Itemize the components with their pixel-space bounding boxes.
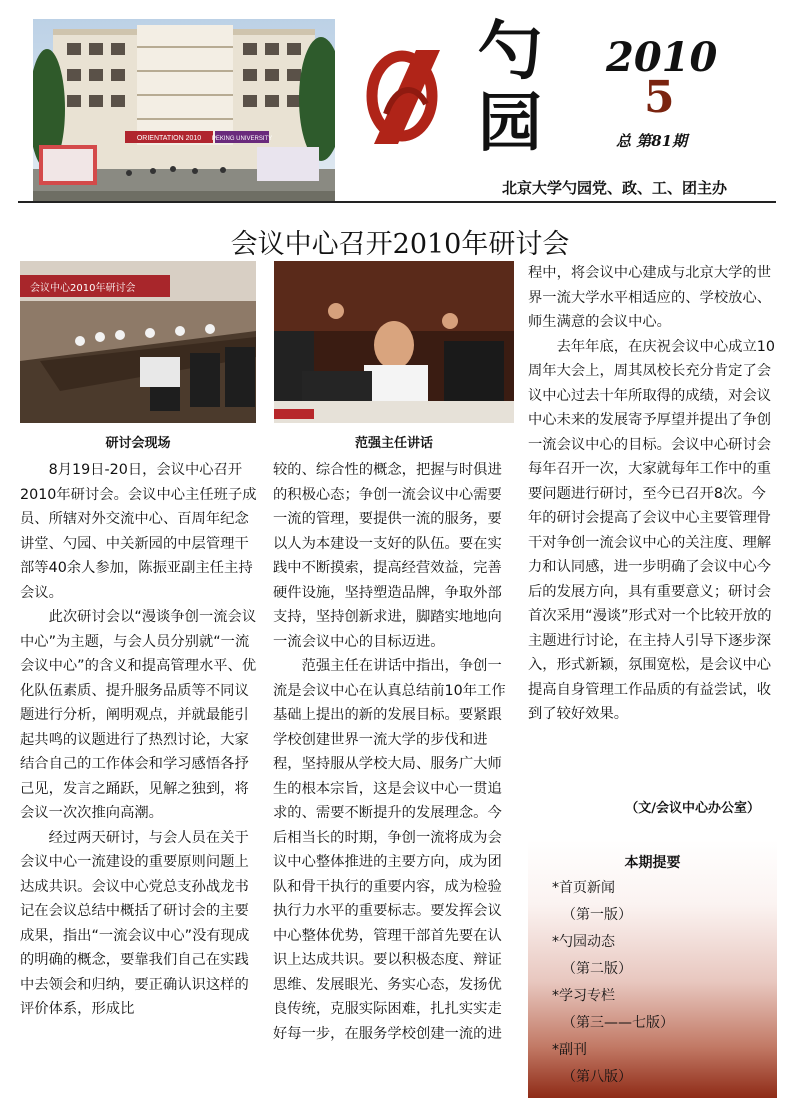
publisher-line: 北京大学勺园党、政、工、团主办	[502, 179, 728, 197]
issue-highlights-box	[528, 840, 777, 1098]
masthead-title-char-1: 勺	[478, 14, 542, 89]
article-signature: （文/会议中心办公室）	[625, 801, 760, 816]
logo-icon	[366, 44, 448, 148]
photo-speaker	[274, 261, 514, 423]
article-paragraph: 范强主任在讲话中指出，争创一流是会议中心在认真总结前10年工作基础上提出的新的发展目标。要紧跟学校创建世界一流大学的步伐和进程，坚持服从学校大局、服务广大师生的根本宗旨，这是会议中心一贯追求的、需要不断提升的发展理念。今后相当长的时期，争创一流将成为会议中心整体推进的主要方向，成为团队和骨干执行的重要内容，成为检验执行力水平的重要标志。要发挥会议中心整体优势，管理干部首先要在认识上达成共识。要以积极态度、辩证思维、发展眼光、务实心态，发扬优良传统，克服实际困难，扎扎实实走好每一步，在服务学校创建一流的进	[273, 658, 506, 1042]
article-paragraph: 8月19日-20日，会议中心召开2010年研讨会。会议中心主任班子成员、所辖对外交流中心、百周年纪念讲堂、勺园、中关新园的中层管理干部等40余人参加，陈振亚副主任主持会议。	[20, 462, 257, 601]
issue-number: 5	[644, 72, 675, 123]
article-column-2	[273, 458, 515, 1046]
highlights-item: *勺园动态	[552, 934, 615, 950]
headline: 会议中心召开2010年研讨会	[230, 229, 570, 260]
highlights-item-page: （第三——七版）	[562, 1015, 674, 1031]
issue-year: 2010	[606, 34, 718, 81]
photo-conference-room	[20, 261, 256, 423]
photo-caption: 研讨会现场	[105, 436, 171, 451]
highlights-item: *学习专栏	[552, 988, 615, 1004]
highlights-item-page: （第二版）	[562, 961, 632, 977]
article-paragraph: 此次研讨会以“漫谈争创一流会议中心”为主题，与会人员分别就“一流会议中心”的含义和提高管理水平、优化队伍素质、提升服务品质等不同议题进行分析，阐明观点，并就最能引起共鸣的议题进行了热烈讨论，大家结合自己的工作体会和学习感悟各抒己见，发言之踊跃，见解之独到，将会议一次次推向高潮。	[20, 609, 257, 821]
highlights-item-page: （第八版）	[562, 1069, 632, 1085]
photo-banner-right: PEKING UNIVERSITY	[211, 136, 273, 142]
highlights-item-page: （第一版）	[562, 907, 632, 923]
article-column-1	[20, 458, 258, 1022]
article-paragraph: 较的、综合性的概念，把握与时俱进的积极心态；争创一流会议中心需要一流的管理，要提供一流的服务，要以人为本建设一支好的队伍。要在实践中不断摸索，提高经营效益，完善硬件设施，坚持塑造品牌，争取外部支持，坚持创新求进，脚踏实地地向一流会议中心的目标迈进。	[273, 462, 502, 650]
photo-caption: 范强主任讲话	[354, 436, 433, 451]
article-paragraph: 程中，将会议中心建成与北京大学的世界一流大学水平相适应的、学校放心、师生满意的会议中心。	[528, 265, 772, 330]
issue-total: 总 第81期	[616, 132, 688, 150]
article-paragraph: 经过两天研讨，与会人员在关于会议中心一流建设的重要原则问题上达成共识。会议中心党总支孙战龙书记在会议总结中概括了研讨会的主要成果，指出“一流会议中心”没有现成的明确的概念，要靠我们自己在实践中去领会和归纳，要正确认识这样的评价体系，形成比	[20, 829, 250, 1017]
highlights-item: *首页新闻	[552, 880, 615, 896]
highlights-list	[552, 875, 674, 1091]
photo-banner-left: ORIENTATION 2010	[136, 135, 202, 142]
article-paragraph: 去年年底，在庆祝会议中心成立10周年大会上，周其凤校长充分肯定了会议中心过去十年所取得的成绩，对会议中心未来的发展寄予厚望并提出了争创一流会议中心的目标。会议中心研讨会每年召开一次，大家就每年工作中的重要问题进行研讨，至今已召开8次。今年的研讨会提高了会议中心主要管理骨干对争创一流会议中心的关注度、理解力和认同感，进一步明确了会议中心今后的发展方向，具有重要意义；研讨会首次采用“漫谈”形式对一个比较开放的主题进行讨论，在主持人引导下逐步深入，形式新颖，氛围宽松，是会议中心提高自身管理工作品质的有益尝试，收到了较好效果。	[528, 338, 775, 722]
highlights-item: *副刊	[552, 1042, 587, 1058]
article-column-3	[528, 261, 778, 727]
header-divider	[18, 201, 776, 203]
masthead-title-char-2: 园	[478, 86, 542, 161]
photo-banner-text: 会议中心2010年研讨会	[30, 283, 136, 294]
highlights-title: 本期提要	[624, 855, 681, 871]
masthead-photo	[33, 19, 335, 201]
